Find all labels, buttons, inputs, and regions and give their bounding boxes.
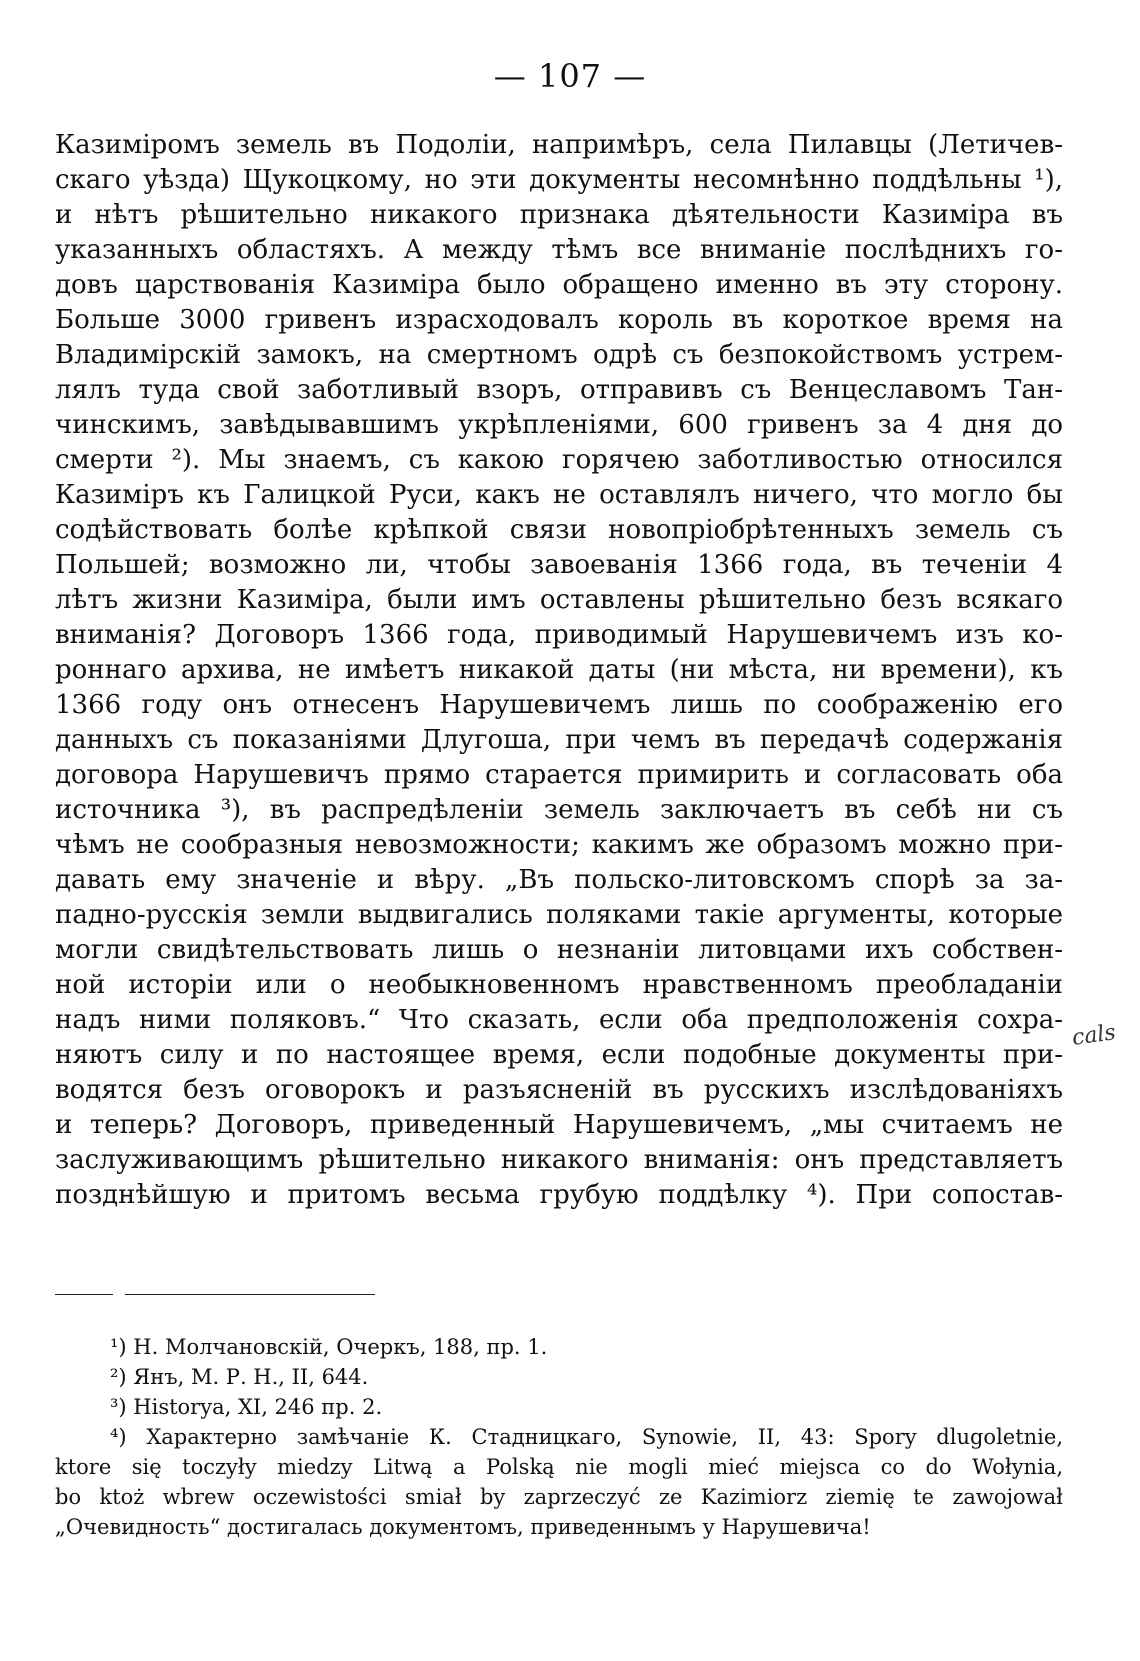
body-line: указанныхъ областяхъ. А между тѣмъ все вниманіе послѣднихъ го-: [55, 235, 1063, 265]
body-line: ной исторіи или о необыкновенномъ нравственномъ преобладаніи: [55, 970, 1063, 1000]
page-number: — 107 —: [493, 57, 647, 95]
body-line: содѣйствовать болѣе крѣпкой связи новопріобрѣтенныхъ земель съ: [55, 515, 1063, 545]
handwritten-margin-note: cals: [1070, 1020, 1118, 1051]
body-line: и нѣтъ рѣшительно никакого признака дѣятельности Казиміра въ: [55, 200, 1063, 230]
body-line: надъ ними поляковъ.“ Что сказать, если оба предположенія сохра-: [55, 1005, 1063, 1035]
footnote-3: ³) Historya, XI, 246 пр. 2.: [110, 1395, 383, 1419]
body-line: Казиміръ къ Галицкой Руси, какъ не оставлялъ ничего, что могло бы: [55, 480, 1063, 510]
body-line: лялъ туда свой заботливый взоръ, отправивъ съ Венцеславомъ Тан-: [55, 375, 1063, 405]
body-line: чинскимъ, завѣдывавшимъ укрѣпленіями, 600 гривенъ за 4 дня до: [55, 410, 1063, 440]
body-line: договора Нарушевичъ прямо старается примирить и согласовать оба: [55, 760, 1063, 790]
body-line: роннаго архива, не имѣетъ никакой даты (ни мѣста, ни времени), къ: [55, 655, 1063, 685]
body-line: 1366 году онъ отнесенъ Нарушевичемъ лишь по соображенію его: [55, 690, 1063, 720]
footnote-2: ²) Янъ, М. Р. Н., II, 644.: [110, 1365, 369, 1389]
footnotes: [55, 1332, 1063, 1542]
body-line: няютъ силу и по настоящее время, если подобные документы при-: [55, 1040, 1063, 1070]
body-line: данныхъ съ показаніями Длугоша, при чемъ въ передачѣ содержанія: [55, 725, 1063, 755]
body-line: водятся безъ оговорокъ и разъясненій въ русскихъ изслѣдованіяхъ: [55, 1075, 1063, 1105]
footnote-separator: [55, 1294, 113, 1295]
body-line: позднѣйшую и притомъ весьма грубую поддѣлку ⁴). При сопостав-: [55, 1180, 1063, 1210]
body-line: лѣтъ жизни Казиміра, были имъ оставлены рѣшительно безъ всякаго: [55, 585, 1063, 615]
body-line: Казиміромъ земель въ Подоліи, напримѣръ, села Пилавцы (Летичев-: [55, 130, 1063, 160]
body-line: вниманія? Договоръ 1366 года, приводимый Нарушевичемъ изъ ко-: [55, 620, 1063, 650]
footnote-separator: [125, 1294, 375, 1295]
footnote-4-continued: „Очевидность“ достигалась документомъ, приведеннымъ у Нарушевича!: [55, 1515, 871, 1539]
body-line: чѣмъ не сообразныя невозможности; какимъ же образомъ можно при-: [55, 830, 1063, 860]
body-line: давать ему значеніе и вѣру. „Въ польско-литовскомъ спорѣ за за-: [55, 865, 1063, 895]
footnote-4-continued: bo ktoż wbrew oczewistości smiał by zaprzeczyć ze Kazimiorz ziemię te zawojował: [55, 1485, 1063, 1509]
body-line: падно-русскія земли выдвигались поляками такіе аргументы, которые: [55, 900, 1063, 930]
body-line: Больше 3000 гривенъ израсходовалъ король въ короткое время на: [55, 305, 1063, 335]
footnote-1: ¹) Н. Молчановскій, Очеркъ, 188, пр. 1.: [110, 1335, 548, 1359]
body-line: и теперь? Договоръ, приведенный Нарушевичемъ, „мы считаемъ не: [55, 1110, 1063, 1140]
footnote-4: ⁴) Характерно замѣчаніе К. Стадницкаго, Synowie, II, 43: Spory dlugoletnie,: [110, 1425, 1063, 1449]
footnote-4-continued: ktore się toczyły miedzy Litwą a Polską nie mogli mieć miejsca co do Wołynia,: [55, 1455, 1063, 1479]
body-line: Польшей; возможно ли, чтобы завоеванія 1366 года, въ теченіи 4: [55, 550, 1063, 580]
body-text: [55, 128, 1063, 1213]
body-line: довъ царствованія Казиміра было обращено именно въ эту сторону.: [55, 270, 1063, 300]
body-line: могли свидѣтельствовать лишь о незнаніи литовцами ихъ собствен-: [55, 935, 1063, 965]
body-line: скаго уѣзда) Щукоцкому, но эти документы несомнѣнно поддѣльны ¹),: [55, 165, 1063, 195]
body-line: Владимірскій замокъ, на смертномъ одрѣ съ безпокойствомъ устрем-: [55, 340, 1063, 370]
body-line: источника ³), въ распредѣленіи земель заключаетъ въ себѣ ни съ: [55, 795, 1063, 825]
body-line: смерти ²). Мы знаемъ, съ какою горячею заботливостью относился: [55, 445, 1063, 475]
body-line: заслуживающимъ рѣшительно никакого вниманія: онъ представляетъ: [55, 1145, 1063, 1175]
